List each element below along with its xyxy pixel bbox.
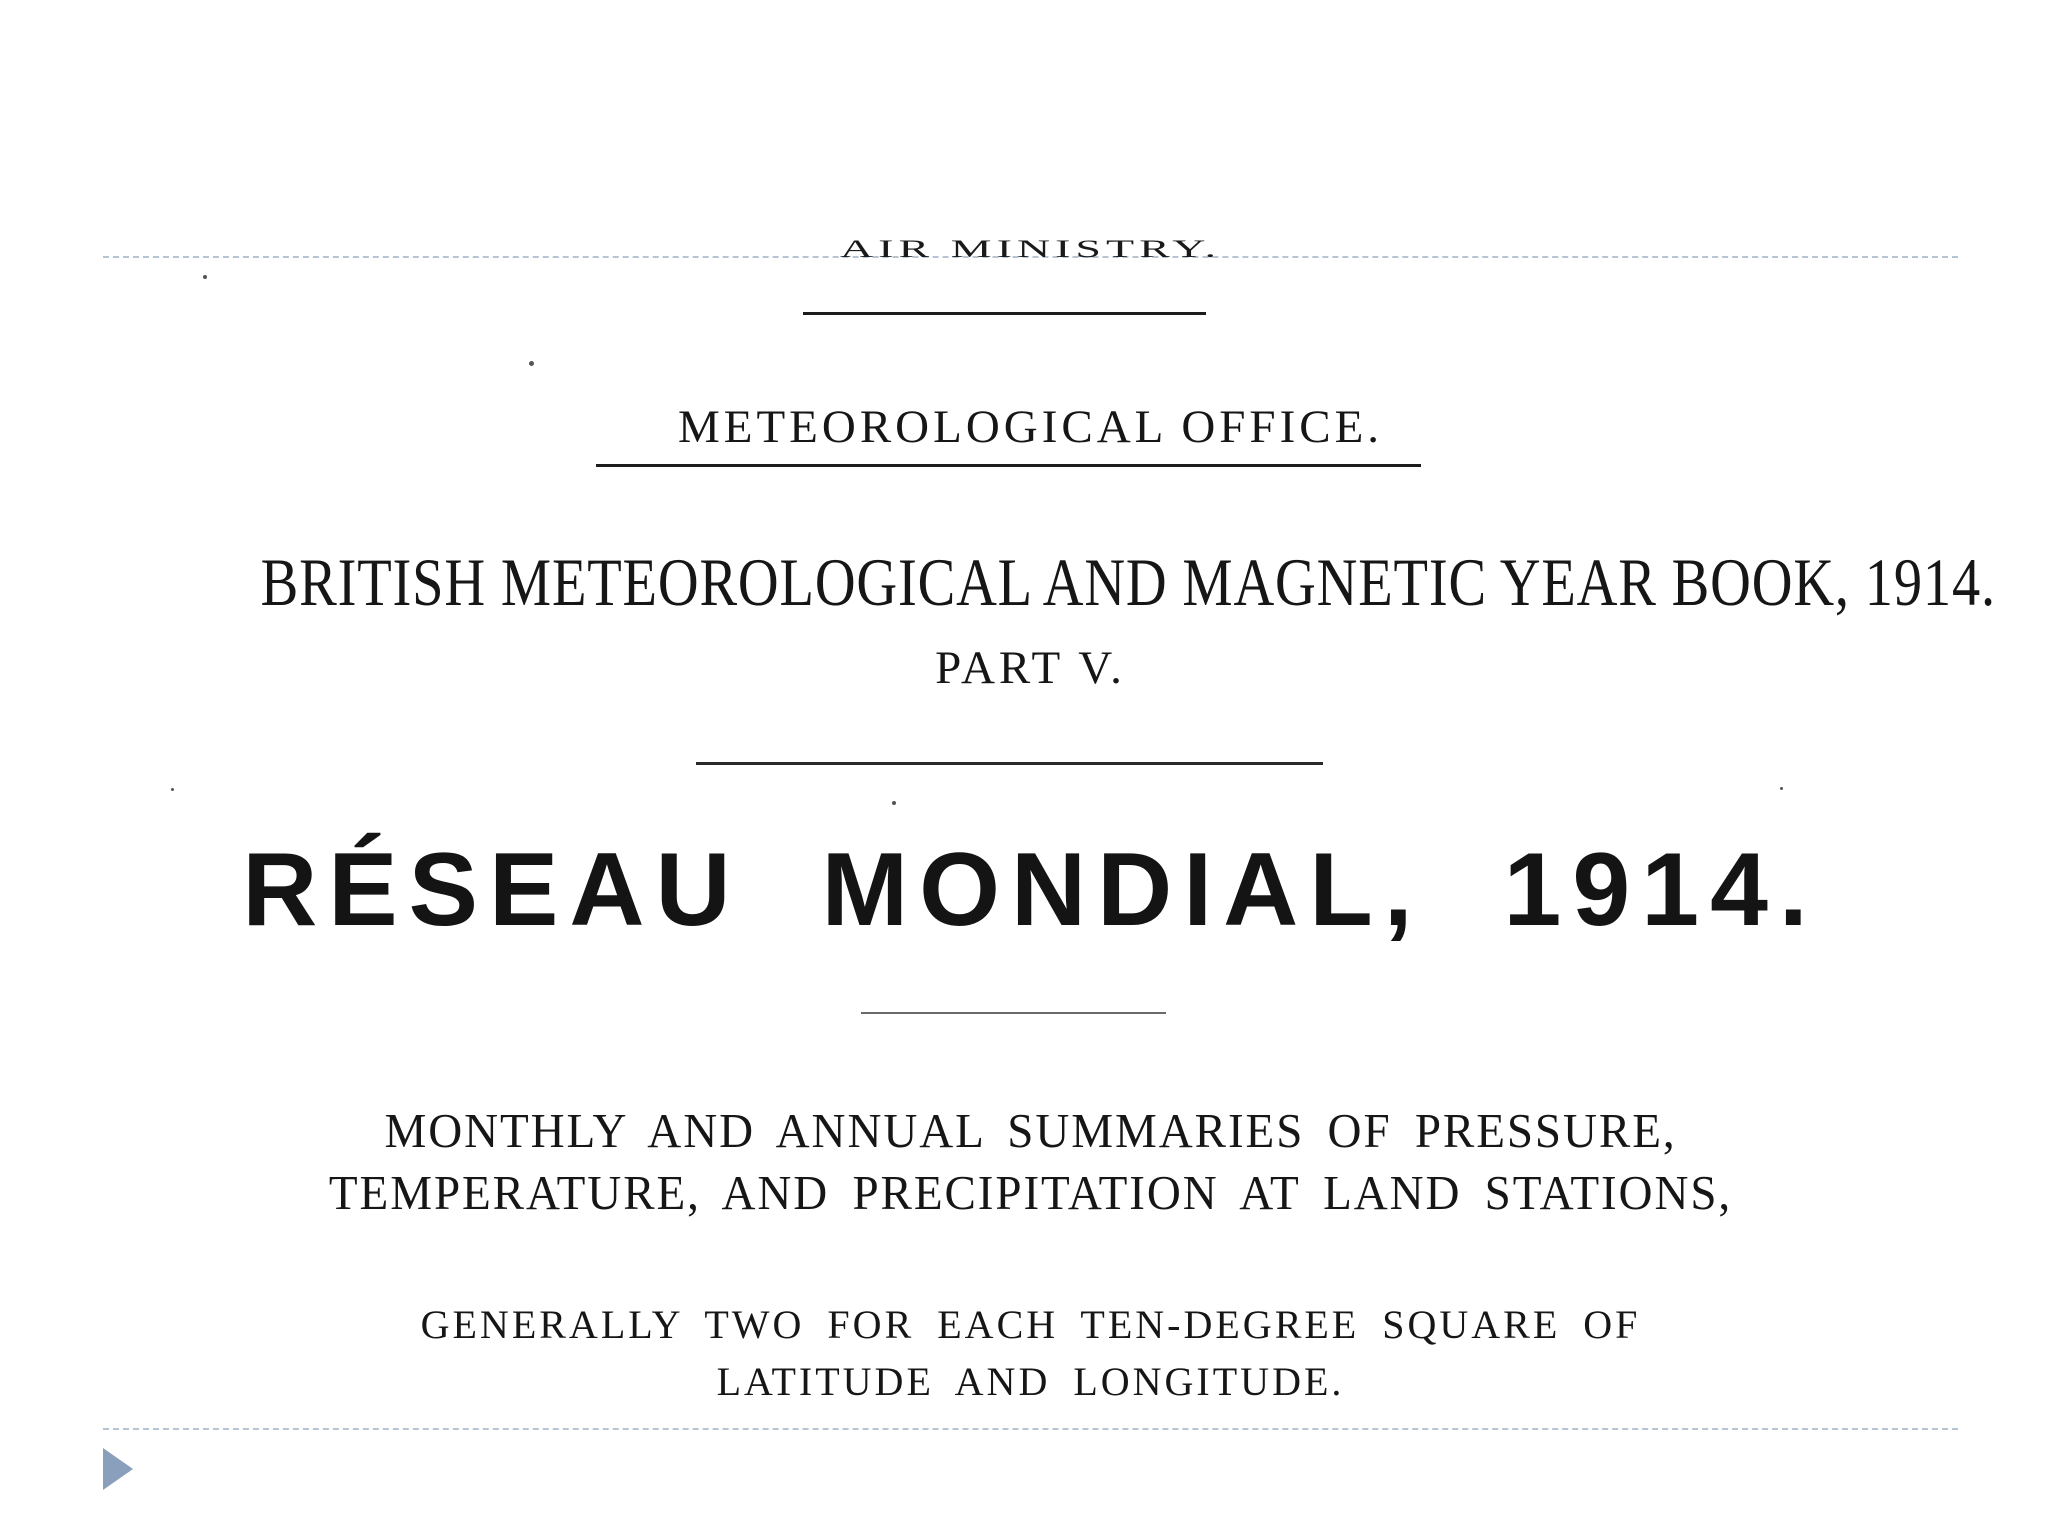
reseau-rule [861, 1012, 1166, 1014]
air-ministry-heading: AIR MINISTRY. [839, 234, 1222, 263]
year-book-title: BRITISH METEOROLOGICAL AND MAGNETIC YEAR BOOK, 1914. [260, 544, 1996, 620]
summary-description: MONTHLY AND ANNUAL SUMMARIES OF PRESSURE, TEMPERATURE, AND PRECIPITATION AT LAND STATIONS, [328, 1103, 1733, 1220]
scan-speck [171, 788, 174, 791]
scan-speck [529, 361, 534, 366]
reseau-mondial-title: RÉSEAU MONDIAL, 1914. [242, 832, 1819, 948]
play-triangle-icon [103, 1448, 133, 1490]
scan-speck [1780, 787, 1783, 790]
air-ministry-underline [803, 312, 1206, 315]
scanned-title-page [103, 234, 1996, 1426]
station-distribution-note: GENERALLY TWO FOR EACH TEN-DEGREE SQUARE OF LATITUDE AND LONGITUDE. [420, 1302, 1641, 1404]
meteorological-office-heading: METEOROLOGICAL OFFICE. [677, 401, 1384, 453]
part-label: PART V. [935, 642, 1126, 694]
bottom-dashed-divider [103, 1428, 1958, 1430]
part-rule [696, 762, 1323, 765]
scan-speck [892, 801, 896, 805]
scan-speck [203, 275, 207, 279]
meteorological-office-underline [596, 464, 1421, 467]
